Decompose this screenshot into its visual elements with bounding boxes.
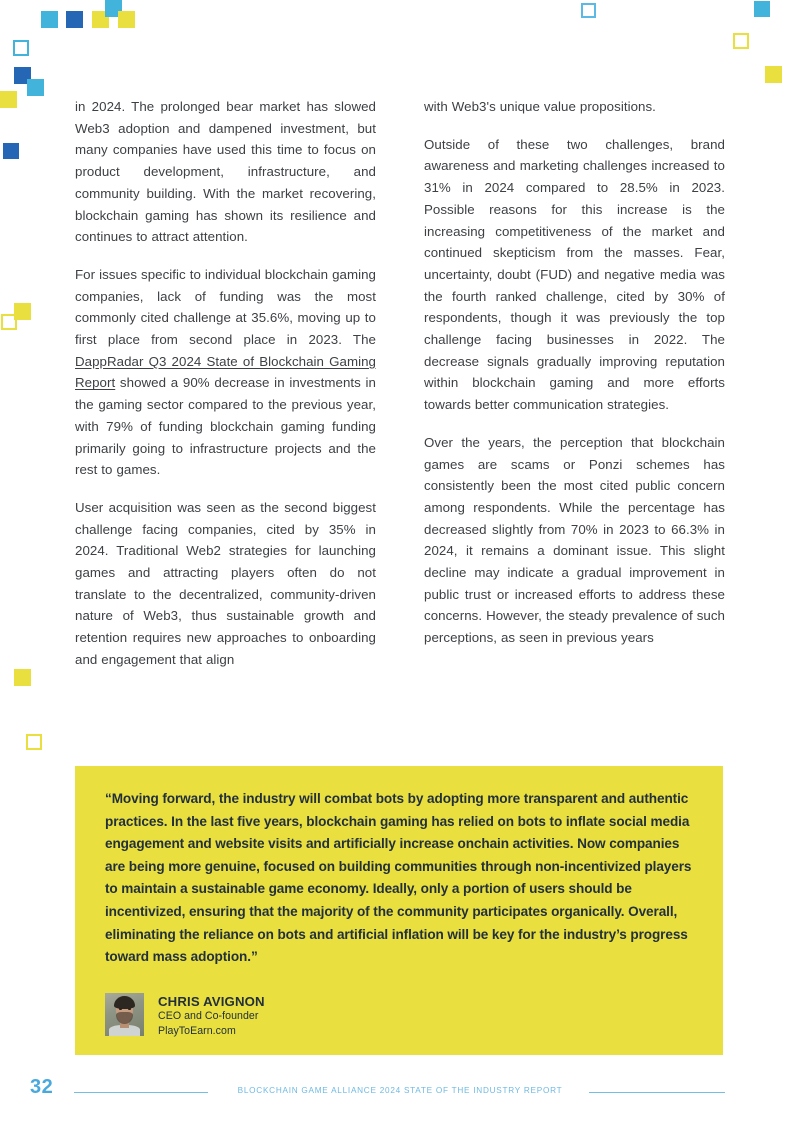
deco-square-yellow-3 [0,91,17,108]
paragraph-right-2: Outside of these two challenges, brand awareness and marketing challenges increased to 31% in 2024 compared to 28.5% in 2023. Possible reasons for this increase is the increasing competitiveness of the market and continued skepticism from the masses. Fear, uncertainty, doubt (FUD) and negative media was the fourth ranked challenge, cited by 30% of respondents, though it was previously the top challenge facing businesses in 2022. The decrease signals gradually improving reputation within blockchain gaming and more efforts towards better communication strategies. [424,136,725,413]
deco-square-yellow-6 [765,66,782,83]
deco-square-outline-blue-2 [581,3,596,18]
paragraph-left-3: User acquisition was seen as the second biggest challenge facing companies, cited by 35% in 2024. Traditional Web2 strategies for launching games and attracting players often do not translate to the decentralized, community-driven nature of Web3, thus sustainable growth and retention requires new approaches to onboarding and engagement that align [75,499,376,667]
deco-square-yellow-5 [14,669,31,686]
deco-square-dark-blue-1 [66,11,83,28]
quote-callout [75,766,723,1055]
right-column [424,96,725,671]
page-footer [0,1078,800,1108]
dappradar-report-link[interactable]: DappRadar Q3 2024 State of Blockchain Gaming Report [75,353,376,391]
quote-attribution [105,993,693,1039]
attribution-text [158,993,265,1039]
deco-square-light-blue-1 [41,11,58,28]
deco-square-outline-yellow-2 [26,734,42,750]
deco-square-dark-blue-3 [3,143,19,159]
author-company: PlayToEarn.com [158,1024,236,1037]
deco-square-outline-yellow-3 [733,33,749,49]
deco-square-outline-yellow-1 [1,314,17,330]
deco-square-light-blue-4 [754,1,770,17]
article-columns [75,96,725,671]
paragraph-right-3: Over the years, the perception that blockchain games are scams or Ponzi schemes has consistently been the most cited public concern among respondents. While the percentage has decreased slightly from 70% in 2023 to 66.3% in 2024, it remains a dominant issue. This slight decline may indicate a gradual improvement in public trust or increased efforts to address these concerns. However, the steady prevalence of such perceptions, as seen in previous years [424,434,725,646]
left-column [75,96,376,671]
avatar [105,993,144,1036]
quote-text: “Moving forward, the industry will combat bots by adopting more transparent and authentic practices. In the last five years, blockchain gaming has relied on bots to inflate social media engagement and website visits and artificially increase onchain activities. Now companies are being more genuine, focused on building communities through non-incentivized players to maintain a sustainable game economy. Ideally, only a portion of users should be incentivized, ensuring that the majority of the community participates organically. Overall, eliminating the reliance on bots and artificial inflation will be key for the industry’s progress toward mass adoption.” [105,791,692,965]
author-name: CHRIS AVIGNON [158,993,265,1009]
paragraph-text-before-link: For issues specific to individual blockchain gaming companies, lack of funding was the most commonly cited challenge at 35.6%, moving up to first place from second place in 2023. The [75,266,376,348]
paragraph-right-1: with Web3's unique value propositions. [424,99,656,114]
page-number: 32 [30,1076,54,1098]
footer-report-title: BLOCKCHAIN GAME ALLIANCE 2024 STATE OF THE INDUSTRY REPORT [237,1086,563,1095]
deco-square-light-blue-3 [27,79,44,96]
deco-square-yellow-2 [118,11,135,28]
deco-square-outline-blue-1 [13,40,29,56]
paragraph-text-after-link: showed a 90% decrease in investments in the gaming sector compared to the previous year, with 79% of funding blockchain gaming funding primarily going to infrastructure projects and the rest to games. [75,375,376,478]
author-role: CEO and Co-founder [158,1009,259,1022]
footer-rule-right [589,1092,725,1093]
paragraph-left-2-with-link [75,264,376,481]
paragraph-left-1: in 2024. The prolonged bear market has slowed Web3 adoption and dampened investment, but many companies have used this time to focus on product development, infrastructure, and community building. With the market recovering, blockchain gaming has shown its resilience and continues to attract attention. [75,99,376,245]
